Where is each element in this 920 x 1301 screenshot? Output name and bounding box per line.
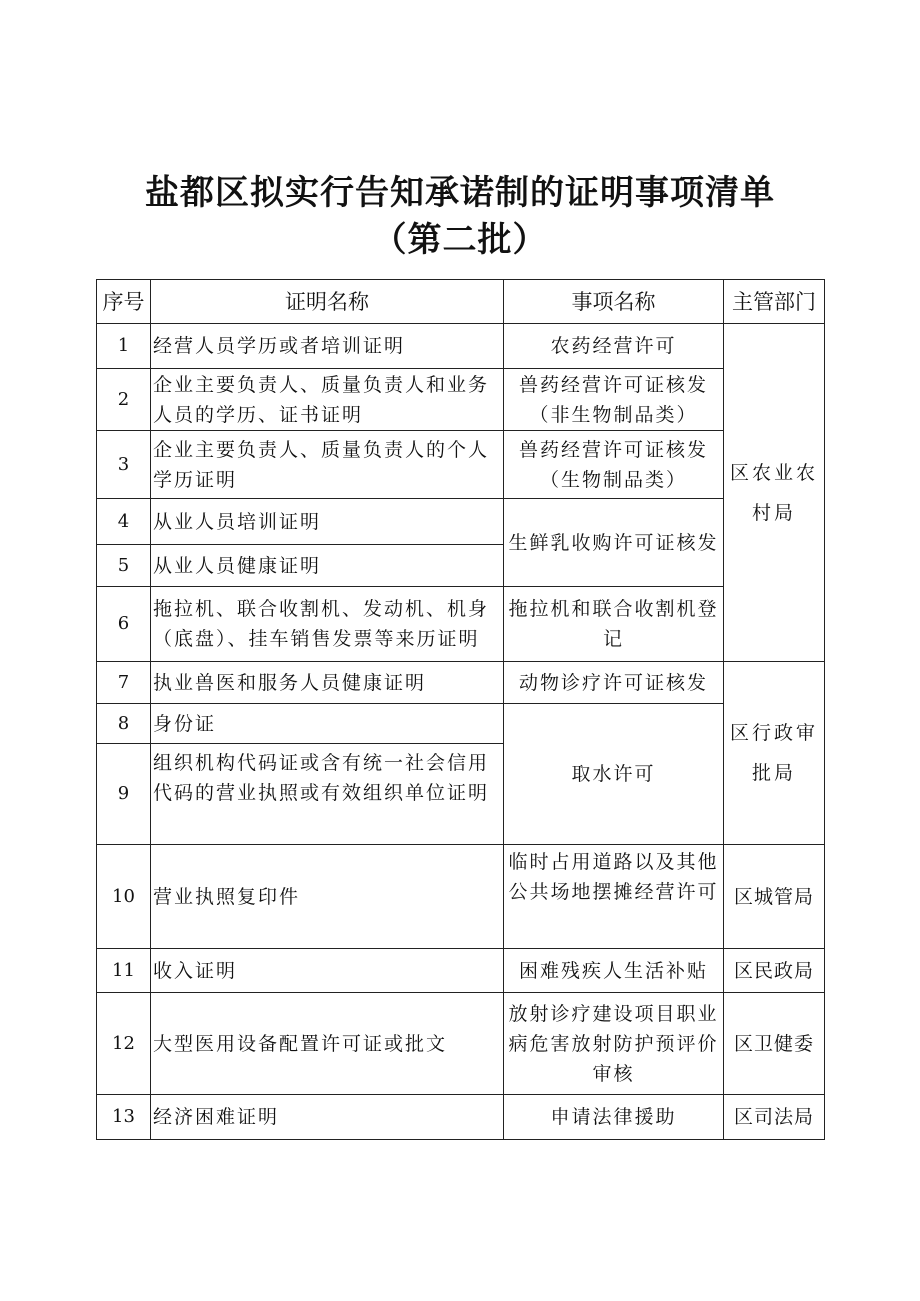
cert-name: 营业执照复印件 [151,845,504,949]
table-row [97,499,825,545]
table-row [97,324,825,369]
department: 区行政审批局 [724,662,825,845]
header-cert-name: 证明名称 [151,280,504,324]
item-name: 拖拉机和联合收割机登记 [504,587,724,662]
row-index: 2 [97,369,151,431]
cert-name: 组织机构代码证或含有统一社会信用代码的营业执照或有效组织单位证明 [151,744,504,845]
table-row [97,662,825,704]
table-row [97,587,825,662]
row-index: 9 [97,744,151,845]
cert-name: 经济困难证明 [151,1095,504,1140]
item-name: 困难残疾人生活补贴 [504,949,724,993]
cert-name: 企业主要负责人、质量负责人的个人学历证明 [151,431,504,499]
header-index: 序号 [97,280,151,324]
certificate-table [96,279,825,1140]
document-subtitle: （第二批） [372,220,548,260]
item-name: 兽药经营许可证核发（生物制品类） [504,431,724,499]
table-row [97,369,825,431]
cert-name: 执业兽医和服务人员健康证明 [151,662,504,704]
header-row [97,280,825,324]
item-name: 生鲜乳收购许可证核发 [504,499,724,587]
header-item-name: 事项名称 [504,280,724,324]
cert-name: 大型医用设备配置许可证或批文 [151,993,504,1095]
cert-name: 经营人员学历或者培训证明 [151,324,504,369]
table-row [97,431,825,499]
cert-name: 从业人员培训证明 [151,499,504,545]
document-title: 盐都区拟实行告知承诺制的证明事项清单 [145,173,775,213]
header-department: 主管部门 [724,280,825,324]
department: 区司法局 [724,1095,825,1140]
table-row [97,845,825,949]
row-index: 4 [97,499,151,545]
item-name: 取水许可 [504,704,724,845]
item-name: 兽药经营许可证核发（非生物制品类） [504,369,724,431]
row-index: 6 [97,587,151,662]
item-name: 动物诊疗许可证核发 [504,662,724,704]
department: 区民政局 [724,949,825,993]
row-index: 13 [97,1095,151,1140]
item-name: 放射诊疗建设项目职业病危害放射防护预评价审核 [504,993,724,1095]
table-row [97,1095,825,1140]
row-index: 7 [97,662,151,704]
department: 区卫健委 [724,993,825,1095]
item-name: 申请法律援助 [504,1095,724,1140]
cert-name: 从业人员健康证明 [151,545,504,587]
cert-name: 收入证明 [151,949,504,993]
row-index: 10 [97,845,151,949]
row-index: 11 [97,949,151,993]
department: 区农业农村局 [724,324,825,662]
row-index: 5 [97,545,151,587]
item-name: 农药经营许可 [504,324,724,369]
row-index: 3 [97,431,151,499]
table-row [97,949,825,993]
table-row [97,704,825,744]
cert-name: 拖拉机、联合收割机、发动机、机身（底盘）、挂车销售发票等来历证明 [151,587,504,662]
cert-name: 身份证 [151,704,504,744]
row-index: 8 [97,704,151,744]
item-name: 临时占用道路以及其他公共场地摆摊经营许可 [504,845,724,949]
cert-name: 企业主要负责人、质量负责人和业务人员的学历、证书证明 [151,369,504,431]
row-index: 1 [97,324,151,369]
table-row [97,993,825,1095]
row-index: 12 [97,993,151,1095]
department: 区城管局 [724,845,825,949]
